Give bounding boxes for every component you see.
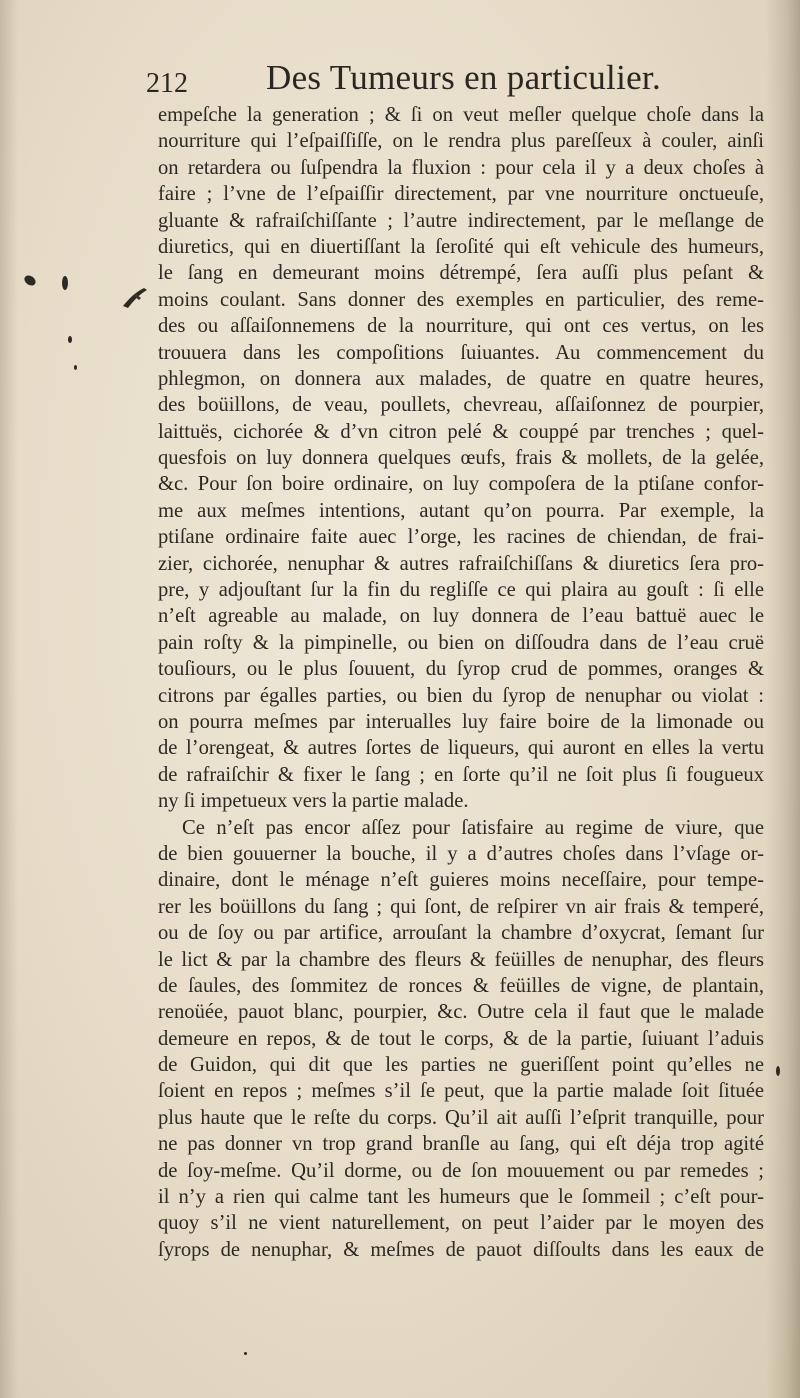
text-line: demeure en repos, & de tout le corps, & de la partie, ſuiuant l’aduis [158,1027,764,1050]
text-line: laittuës, cichorée & d’vn citron pelé & couppé par trenches ; quel- [158,420,764,443]
text-line: quoy s’il ne vient naturellement, on peut l’aider par le moyen des [158,1212,764,1235]
text-line: de bien gouuerner la bouche, il y a d’autres choſes dans l’vſage or- [158,842,764,865]
margin-ink-spot [74,365,77,370]
text-line: rer les boüillons du ſang ; qui ſont, de reſpirer vn air frais & temperé, [158,895,764,918]
text-line: le ſang en demeurant moins détrempé, ſera auſſi plus peſant & [158,262,764,285]
margin-ink-spot [244,1352,247,1355]
text-line: trouuera dans les compoſitions ſuiuantes. Au commencement du [158,341,764,364]
text-line: de ſaules, des ſommitez de ronces & feüilles de vigne, de plantain, [158,974,764,997]
text-line: il n’y a rien qui calme tant les humeurs que le ſommeil ; c’eſt pour- [158,1186,764,1209]
text-line: touſiours, ou le plus ſouuent, du ſyrop crud de pommes, oranges & [158,658,764,681]
text-line: faire ; l’vne de l’eſpaiſſir directement, par vne nourriture onctueuſe, [158,183,764,206]
text-line: ſoient en repos ; meſmes s’il ſe peut, que la partie malade ſoit ſituée [158,1080,764,1103]
text-line: ne pas donner vn trop grand branſle au ſang, qui eſt déja trop agité [158,1133,764,1156]
text-line: on pourra meſmes par interualles luy faire boire de la limonade ou [158,710,764,733]
text-line: zier, cichorée, nenuphar & autres rafraiſchiſſans & diuretics ſera pro- [158,552,764,575]
text-line: pre, y adjouſtant ſur la fin du regliſſe ce qui plaira au gouſt : ſi elle [158,579,764,602]
text-line: de rafraiſchir & fixer le ſang ; en ſorte qu’il ne ſoit plus ſi fougueux [158,763,764,786]
margin-ink-spot [776,1066,780,1076]
text-line: ſyrops de nenuphar, & meſmes de pauot diſſoults dans les eaux de [158,1238,764,1261]
margin-ink-spot [62,276,68,290]
text-line: de ſoy-meſme. Qu’il dorme, ou de ſon mouuement ou par remedes ; [158,1159,764,1182]
paragraph-end-line: ny ſi impetueux vers la partie malade. [158,790,469,813]
text-line: le lict & par la chambre des fleurs & feüilles de nenuphar, des fleurs [158,948,764,971]
text-line: n’eſt agreable au malade, on luy donnera de l’eau battuë auec le [158,605,764,628]
paragraph-start-line: Ce n’eſt pas encor aſſez pour ſatisfaire au regime de viure, que [182,816,764,839]
text-line: moins coulant. Sans donner des exemples en particulier, des reme- [158,288,764,311]
page-number: 212 [146,68,188,99]
text-line: des ou aſſaiſonnemens de la nourriture, qui ont ces vertus, on les [158,315,764,338]
text-line: me aux meſmes intentions, autant qu’on pourra. Par exemple, la [158,499,764,522]
text-line: des boüillons, de veau, poullets, chevreau, aſſaiſonnez de pourpier, [158,394,764,417]
text-line: ou de ſoy ou par artifice, arrouſant la chambre d’oxycrat, ſemant ſur [158,922,764,945]
text-line: renoüée, pauot blanc, pourpier, &c. Outre cela il faut que le malade [158,1001,764,1024]
text-line: de l’orengeat, & autres ſortes de liqueurs, qui auront en elles la vertu [158,737,764,760]
main-text-block [158,102,764,1263]
text-line: on retardera ou ſuſpendra la fluxion : pour cela il y a deux choſes à [158,156,764,179]
page-header [146,58,766,98]
text-line: phlegmon, on donnera aux malades, de quatre en quatre heures, [158,367,764,390]
page-edge-shadow [766,0,800,1398]
pointing-hand-icon [120,284,150,310]
text-line: nourriture qui l’eſpaiſſiſſe, on le rendra plus pareſſeux à couler, ainſi [158,130,764,153]
text-line: &c. Pour ſon boire ordinaire, on luy compoſera de la ptiſane confor- [158,473,764,496]
margin-ink-spot [68,336,72,343]
text-line: pain roſty & la pimpinelle, ou bien on diſſoudra dans de l’eau cruë [158,631,764,654]
text-line: de Guidon, qui dit que les parties ne gueriſſent point qu’elles ne [158,1054,764,1077]
text-line: empeſche la generation ; & ſi on veut meſler quelque choſe dans la [158,104,764,126]
text-line: plus haute que le reſte du corps. Qu’il ait auſſi l’eſprit tranquille, pour [158,1106,764,1129]
gutter-shadow [0,0,18,1398]
text-line: ptiſane ordinaire faite auec l’orge, les racines de chiendan, de frai- [158,526,764,549]
text-line: citrons par égalles parties, ou bien du ſyrop de nenuphar ou violat : [158,684,764,707]
text-line: dinaire, dont le ménage n’eſt guieres moins neceſſaire, pour tempe- [158,869,764,892]
text-line: gluante & rafraiſchiſſante ; l’autre indirectement, par le meſlange de [158,209,764,232]
running-title: Des Tumeurs en particulier. [266,58,661,97]
text-line: diuretics, qui en diuertiſſant la ſeroſité qui eſt vehicule des humeurs, [158,235,764,258]
text-line: quesfois on luy donnera quelques œufs, frais & mollets, de la gelée, [158,447,764,470]
